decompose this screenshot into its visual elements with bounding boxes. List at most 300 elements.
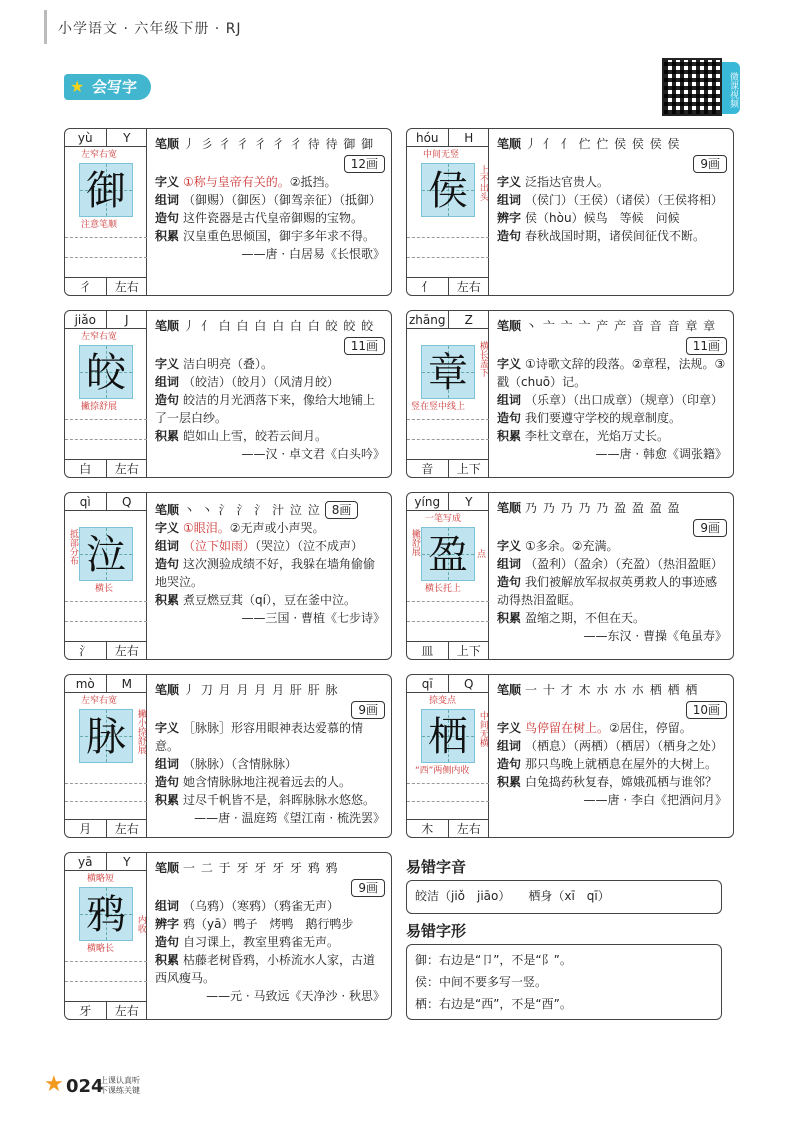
- sentence-row: [497, 573, 727, 609]
- words-row: [497, 555, 727, 573]
- card-content: [155, 499, 385, 627]
- hint-bottom: 横略长: [87, 944, 115, 954]
- citation: ——东汉 · 曹操《龟虽寿》: [583, 629, 727, 643]
- pinyin-row: [65, 675, 147, 693]
- char-card-mo: [64, 674, 392, 838]
- label: 造句: [155, 775, 180, 789]
- sentence-row: [497, 755, 727, 773]
- radical-structure-row: [65, 1001, 147, 1019]
- words: （乌鸦）（寒鸦）（鸦雀无声）: [183, 899, 340, 913]
- hint-top: 左窄右宽: [81, 332, 118, 342]
- char-box: [79, 709, 133, 763]
- accumulate-row: [497, 609, 727, 627]
- hint-bottom: “西”两侧内收: [415, 766, 470, 776]
- practice-line: [65, 257, 147, 258]
- hint-side: 撇舒展: [409, 529, 420, 556]
- label: 积累: [497, 611, 522, 625]
- label: 组词: [497, 557, 522, 571]
- index-letter: H: [448, 129, 490, 146]
- accumulate: 枯藤老树昏鸦，小桥流水人家，古道西风瘦马。: [155, 953, 376, 985]
- label: 字义: [497, 175, 522, 189]
- practice-line: [407, 783, 489, 784]
- strokes-row: [155, 681, 385, 699]
- strokes: 丿 亻 白 白 白 白 白 白 皎 皎 皎: [183, 319, 375, 333]
- accumulate: 李杜文章在，光焰万丈长。: [525, 429, 670, 443]
- radical: 彳: [79, 280, 92, 294]
- hint-top: 左窄右宽: [81, 696, 118, 706]
- stroke-count-badge: 9画: [693, 155, 727, 173]
- char: 盈: [428, 532, 468, 578]
- card-content: [155, 859, 385, 1005]
- char-grid: [65, 311, 147, 477]
- error-shape-title: 易错字形: [406, 922, 467, 940]
- count-row: [497, 699, 727, 719]
- radical: 音: [421, 462, 434, 476]
- count-row: [155, 335, 385, 355]
- accumulate: 皑如山上雪，皎若云间月。: [183, 429, 328, 443]
- meaning-row: [155, 173, 385, 191]
- label: 辨字: [155, 917, 180, 931]
- practice-line: [407, 237, 489, 238]
- meaning: ①诗歌文辞的段落。②章程，法规。③戳（chuō）记。: [497, 357, 726, 389]
- hint-bottom: 横长: [95, 584, 114, 594]
- label: 笔顺: [497, 501, 522, 515]
- practice-line: [407, 419, 489, 420]
- label: 组词: [155, 899, 180, 913]
- char-card-yu: [64, 128, 392, 296]
- strokes-row: [155, 317, 385, 335]
- label: 积累: [497, 429, 522, 443]
- meaning-row: [497, 537, 727, 555]
- pinyin-row: [407, 129, 489, 147]
- accumulate: 煮豆燃豆萁（qí），豆在釜中泣。: [183, 593, 356, 607]
- strokes: 丶 亠 亠 亠 产 产 音 音 音 章 章: [525, 319, 717, 333]
- char-card-qi-cry: [64, 492, 392, 660]
- char-box: [421, 345, 475, 399]
- strokes: 丿 刀 月 月 月 月 肝 肝 脉: [183, 683, 339, 697]
- label: 积累: [155, 953, 180, 967]
- sentence: 我们被解放军叔叔英勇救人的事迹感动得热泪盈眶。: [497, 575, 718, 607]
- words-row: [155, 373, 385, 391]
- sentence-row: [155, 773, 385, 791]
- hint-top: 左窄右宽: [81, 150, 118, 160]
- hint-side: 中间无横: [477, 711, 488, 747]
- label: 组词: [497, 393, 522, 407]
- card-content: [497, 681, 727, 809]
- strokes-row: [497, 499, 727, 517]
- strokes-row: [497, 135, 727, 153]
- char-grid: [407, 129, 489, 295]
- practice-line: [407, 439, 489, 440]
- meaning: 泛指达官贵人。: [525, 175, 610, 189]
- structure: 上下: [448, 642, 490, 659]
- footer-star-icon: ★: [44, 1072, 64, 1097]
- sentence-row: [155, 391, 385, 427]
- accumulate-row: [155, 227, 385, 245]
- radical: 白: [79, 462, 92, 476]
- radical: 皿: [421, 644, 434, 658]
- error-sound-text: 皎洁（jiǒ jiāo） 栖身（xī qī）: [415, 889, 610, 903]
- char-grid: [65, 675, 147, 837]
- sentence-row: [497, 409, 727, 427]
- count-row: [497, 153, 727, 173]
- label: 字义: [497, 357, 522, 371]
- accumulate: 盈缩之期，不但在天。: [525, 611, 646, 625]
- words: （御赐）（御医）（御驾亲征）（抵御）: [183, 193, 382, 207]
- label: 笔顺: [155, 683, 180, 697]
- sentence: 这次测验成绩不好，我躲在墙角偷偷地哭泣。: [155, 557, 376, 589]
- pinyin: yíng: [414, 495, 441, 509]
- error-shape-line: 栖：右边是“西”，不是“酉”。: [415, 997, 572, 1011]
- practice-line: [65, 783, 147, 784]
- sentence: 皎洁的月光洒落下来，像给大地铺上了一层白纱。: [155, 393, 376, 425]
- radical-structure-row: [407, 641, 489, 659]
- label: 组词: [155, 539, 180, 553]
- stroke-count-badge: 11画: [344, 337, 385, 355]
- stroke-count-badge: 12画: [344, 155, 385, 173]
- label: 组词: [155, 193, 180, 207]
- footer-slogan: [100, 1076, 140, 1096]
- meaning-row: [155, 519, 385, 537]
- char-grid: [65, 853, 147, 1019]
- qr-code[interactable]: [662, 58, 722, 116]
- meaning-row: [497, 719, 727, 737]
- words-row: [497, 191, 727, 209]
- card-content: [155, 135, 385, 263]
- char-card-qi-perch: [406, 674, 734, 838]
- practice-line: [65, 961, 147, 962]
- accumulate-row: [497, 773, 727, 791]
- char-grid: [407, 311, 489, 477]
- distinguish-row: [497, 209, 727, 227]
- words-row: [155, 537, 385, 555]
- pinyin: qī: [421, 677, 433, 691]
- words: （乐章）（出口成章）（规章）（印章）: [525, 393, 724, 407]
- radical: 木: [421, 822, 434, 836]
- sentence-row: [155, 209, 385, 227]
- distinguish: 侯（hòu）候鸟 等候 问候: [525, 211, 680, 225]
- stroke-count-badge: 9画: [351, 879, 385, 897]
- strokes: 丿 亻 亻 伫 伫 侯 侯 侯 侯: [525, 137, 681, 151]
- char-box: [79, 887, 133, 941]
- card-content: [497, 499, 727, 645]
- strokes-row: [497, 681, 727, 699]
- radical-structure-row: [65, 277, 147, 295]
- citation: ——唐 · 韩愈《调张籍》: [595, 447, 727, 461]
- label: 组词: [155, 375, 180, 389]
- practice-line: [65, 439, 147, 440]
- error-shape-line: 御：右边是“卩”，不是“阝”。: [415, 953, 572, 967]
- char-box: [421, 163, 475, 217]
- citation: ——三国 · 曹植《七步诗》: [241, 611, 385, 625]
- label: 笔顺: [497, 137, 522, 151]
- sentence: 我们要遵守学校的规章制度。: [525, 411, 682, 425]
- strokes: 一 十 才 木 朩 朩 朩 栖 栖 栖: [525, 683, 699, 697]
- structure: 上下: [448, 460, 490, 477]
- strokes: 乃 乃 乃 乃 乃 盈 盈 盈 盈: [525, 501, 681, 515]
- sentence: 春秋战国时期，诸侯间征伐不断。: [525, 229, 706, 243]
- stroke-count-badge: 11画: [686, 337, 727, 355]
- stroke-count-badge: 8画: [325, 501, 359, 519]
- words: （脉脉）（含情脉脉）: [183, 757, 298, 771]
- radical: 氵: [79, 644, 92, 658]
- label: 组词: [497, 193, 522, 207]
- char-box: [79, 527, 133, 581]
- accumulate-row: [155, 427, 385, 445]
- words-row: [155, 755, 385, 773]
- meaning-row: [155, 719, 385, 755]
- meaning: ②无声或小声哭。: [229, 521, 325, 535]
- count-row: [497, 335, 727, 355]
- footer-slogan-line: 上课认真听: [100, 1076, 140, 1085]
- index-letter: Y: [448, 493, 490, 510]
- label: 造句: [155, 935, 180, 949]
- label: 辨字: [497, 211, 522, 225]
- label: 造句: [155, 393, 180, 407]
- radical-structure-row: [407, 819, 489, 837]
- section-title: [64, 74, 151, 100]
- sentence: 她含情脉脉地注视着远去的人。: [183, 775, 352, 789]
- label: 造句: [155, 211, 180, 225]
- label: 积累: [497, 775, 522, 789]
- radical: 牙: [79, 1004, 92, 1018]
- radical-structure-row: [407, 459, 489, 477]
- meaning-row: [155, 355, 385, 373]
- error-shape-line: 侯：中间不要多写一竖。: [415, 975, 548, 989]
- label: 积累: [155, 429, 180, 443]
- label: 造句: [155, 557, 180, 571]
- label: 积累: [155, 793, 180, 807]
- char: 御: [86, 168, 126, 214]
- label: 造句: [497, 757, 522, 771]
- index-letter: Z: [448, 311, 490, 328]
- char: 栖: [428, 714, 468, 760]
- index-letter: M: [106, 675, 148, 692]
- accumulate-row: [497, 427, 727, 445]
- pinyin-row: [407, 493, 489, 511]
- meaning: ①多余。②充满。: [525, 539, 619, 553]
- radical-structure-row: [407, 277, 489, 295]
- pinyin-row: [65, 311, 147, 329]
- words: （皎洁）（皎月）（风清月皎）: [183, 375, 340, 389]
- qr-video-tag: 微课视频: [722, 62, 740, 114]
- strokes-row: [155, 499, 385, 519]
- hint-bottom: 横长托上: [425, 584, 462, 594]
- sentence: 自习课上，教室里鸦雀无声。: [183, 935, 340, 949]
- practice-line: [65, 237, 147, 238]
- citation: ——汉 · 卓文君《白头吟》: [241, 447, 385, 461]
- words: （侯门）（王侯）（诸侯）（王侯将相）: [525, 193, 724, 207]
- structure: 左右: [106, 278, 148, 295]
- index-letter: Q: [448, 675, 490, 692]
- practice-line: [65, 801, 147, 802]
- words: （栖息）（两栖）（栖居）（栖身之处）: [525, 739, 724, 753]
- index-letter: Y: [106, 129, 148, 146]
- char: 泣: [86, 532, 126, 578]
- char-box: [79, 345, 133, 399]
- stroke-count-badge: 10画: [686, 701, 727, 719]
- strokes: 一 二 于 牙 牙 牙 牙 鸦 鸦: [183, 861, 339, 875]
- stroke-count-badge: 9画: [693, 519, 727, 537]
- meaning-row: [497, 355, 727, 391]
- sentence-row: [155, 933, 385, 951]
- sentence-row: [497, 227, 727, 245]
- pinyin: yā: [78, 855, 93, 869]
- citation: ——元 · 马致远《天净沙 · 秋思》: [206, 989, 385, 1003]
- structure: 左右: [106, 820, 148, 837]
- radical-structure-row: [65, 641, 147, 659]
- words-highlight: （泣下如雨）: [183, 539, 256, 553]
- meaning-highlight: ①称与皇帝有关的。: [183, 175, 290, 189]
- index-letter: J: [106, 311, 148, 328]
- star-icon: ★: [70, 77, 85, 96]
- radical: 月: [79, 822, 92, 836]
- char: 脉: [86, 714, 126, 760]
- error-sound-title: 易错字音: [406, 858, 467, 876]
- label: 字义: [155, 357, 180, 371]
- words-row: [497, 391, 727, 409]
- char-box: [421, 527, 475, 581]
- practice-line: [65, 601, 147, 602]
- strokes-row: [155, 135, 385, 153]
- structure: 左右: [106, 1002, 148, 1019]
- label: 积累: [155, 229, 180, 243]
- strokes: 丶 丶 氵 氵 氵 汁 泣 泣: [183, 503, 321, 517]
- accumulate: 白兔捣药秋复春，嫦娥孤栖与谁邻？: [525, 775, 718, 789]
- hint-side: 撇小捺舒展: [135, 709, 146, 754]
- page-number: 024: [66, 1076, 104, 1097]
- page-header-title: 小学语文 · 六年级下册 · RJ: [58, 21, 242, 37]
- practice-line: [407, 257, 489, 258]
- strokes-row: [497, 317, 727, 335]
- header-divider: [44, 10, 47, 44]
- words-row: [497, 737, 727, 755]
- char: 鸦: [86, 892, 126, 938]
- sentence-row: [155, 555, 385, 591]
- meaning-row: [497, 173, 727, 191]
- footer-slogan-line: 下课练关键: [100, 1086, 140, 1095]
- char-grid: [65, 129, 147, 295]
- label: 字义: [155, 521, 180, 535]
- citation: ——唐 · 李白《把酒问月》: [583, 793, 727, 807]
- strokes-row: [155, 859, 385, 877]
- card-content: [155, 317, 385, 463]
- error-shape-box: [406, 944, 722, 1020]
- label: 笔顺: [155, 319, 180, 333]
- hint-bottom: 注意笔顺: [81, 220, 118, 230]
- char: 章: [428, 350, 468, 396]
- practice-line: [65, 621, 147, 622]
- card-content: [497, 135, 727, 245]
- structure: 左右: [106, 460, 148, 477]
- pinyin-row: [65, 493, 147, 511]
- meaning: 洁白明亮（叠）。: [183, 357, 274, 371]
- pinyin: hóu: [415, 131, 439, 145]
- char-grid: [407, 493, 489, 659]
- label: 笔顺: [155, 137, 180, 151]
- label: 组词: [497, 739, 522, 753]
- meaning-highlight: ①眼泪。: [183, 521, 230, 535]
- meaning-highlight: 鸟停留在树上。: [525, 721, 610, 735]
- char: 侯: [428, 168, 468, 214]
- char-box: [79, 163, 133, 217]
- char-grid: [65, 493, 147, 659]
- count-row: [155, 153, 385, 173]
- index-letter: Y: [106, 853, 148, 870]
- char-card-ying: [406, 492, 734, 660]
- index-letter: Q: [106, 493, 148, 510]
- practice-line: [65, 419, 147, 420]
- label: 积累: [155, 593, 180, 607]
- hint-side: 内收: [135, 915, 146, 933]
- hint-top: 中间无竖: [423, 150, 460, 160]
- accumulate: 过尽千帆皆不是，斜晖脉脉水悠悠。: [183, 793, 376, 807]
- meaning: ②居住，停留。: [609, 721, 692, 735]
- stroke-count-badge: 9画: [351, 701, 385, 719]
- pinyin-row: [65, 129, 147, 147]
- error-sound-box: [406, 880, 722, 914]
- char-card-hou: [406, 128, 734, 296]
- words: （哭泣）（泣不成声）: [255, 539, 364, 553]
- practice-line: [407, 801, 489, 802]
- hint-top: 捺变点: [429, 696, 457, 706]
- char-box: [421, 709, 475, 763]
- words-row: [155, 191, 385, 209]
- char-card-ya: [64, 852, 392, 1020]
- sentence: 这件瓷器是古代皇帝御赐的宝物。: [183, 211, 364, 225]
- label: 笔顺: [497, 683, 522, 697]
- strokes: 丿 彡 彳 彳 彳 彳 彳 待 待 御 御: [183, 137, 375, 151]
- hint-top: 横略短: [87, 874, 115, 884]
- label: 造句: [497, 575, 522, 589]
- meaning: ②抵挡。: [289, 175, 337, 189]
- practice-line: [65, 981, 147, 982]
- hint-side: 抵部分布: [67, 529, 78, 565]
- label: 笔顺: [155, 503, 180, 517]
- structure: 左右: [448, 820, 490, 837]
- radical-structure-row: [65, 819, 147, 837]
- char-grid: [407, 675, 489, 837]
- citation: ——唐 · 温庭筠《望江南 · 梳洗罢》: [194, 811, 385, 825]
- label: 造句: [497, 411, 522, 425]
- structure: 左右: [448, 278, 490, 295]
- pinyin-row: [407, 311, 489, 329]
- label: 造句: [497, 229, 522, 243]
- pinyin: qì: [79, 495, 91, 509]
- char-card-jiao: [64, 310, 392, 478]
- accumulate: 汉皇重色思倾国，御宇多年求不得。: [183, 229, 376, 243]
- char-card-zhang: [406, 310, 734, 478]
- structure: 左右: [106, 642, 148, 659]
- words-row: [155, 897, 385, 915]
- meaning: ［脉脉］形容用眼神表达爱慕的情意。: [155, 721, 364, 753]
- section-title-text: 会写字: [92, 78, 138, 96]
- hint-side: 横长盖下: [477, 341, 488, 377]
- pinyin-row: [65, 853, 147, 871]
- label: 字义: [155, 721, 180, 735]
- practice-line: [407, 601, 489, 602]
- label: 组词: [155, 757, 180, 771]
- hint-right: 点: [477, 550, 487, 560]
- distinguish-row: [155, 915, 385, 933]
- hint-top: 一笔写成: [425, 514, 462, 524]
- sentence: 那只鸟晚上就栖息在屋外的大树上。: [525, 757, 718, 771]
- hint-bottom: 撇捺舒展: [81, 402, 118, 412]
- pinyin: zhāng: [409, 313, 446, 327]
- accumulate-row: [155, 591, 385, 609]
- radical-structure-row: [65, 459, 147, 477]
- pinyin: yù: [77, 131, 93, 145]
